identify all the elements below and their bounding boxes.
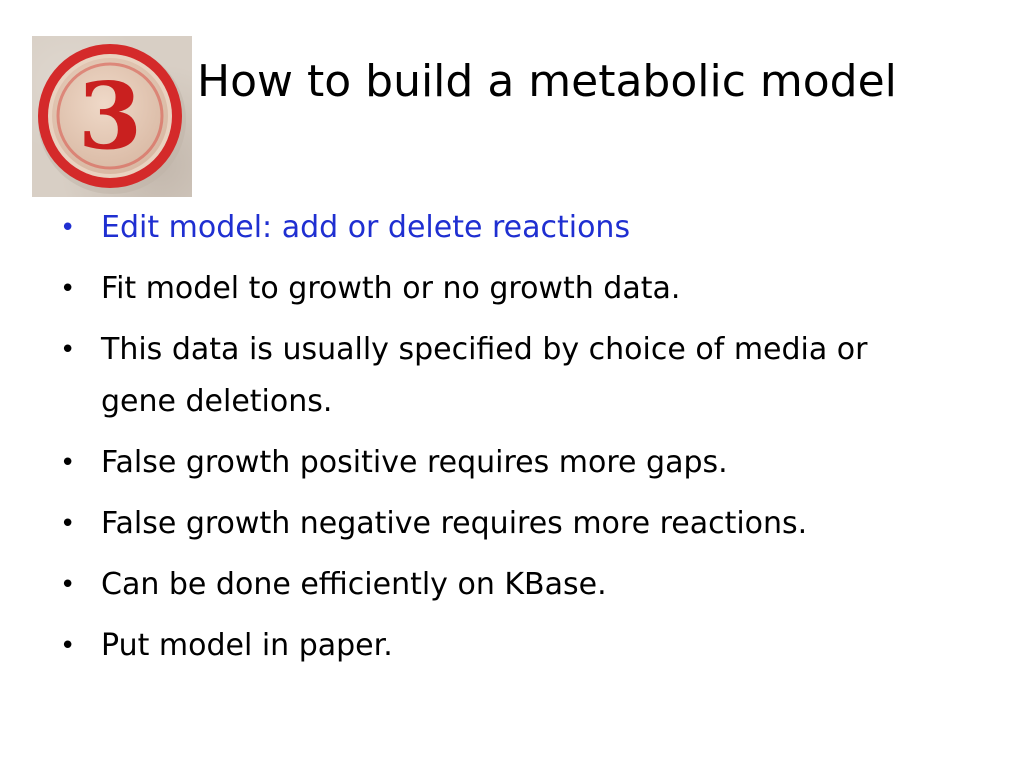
bullet-item bbox=[58, 498, 958, 550]
bullet-item bbox=[58, 620, 958, 672]
bullet-item bbox=[58, 437, 958, 489]
slide-title: How to build a metabolic model bbox=[197, 56, 897, 107]
bullet-dot: • bbox=[60, 509, 76, 539]
bullet-text-data-specified: This data is usually specified by choice of media or gene deletions. bbox=[101, 332, 868, 419]
bullet-item bbox=[58, 559, 958, 611]
bullet-text-edit-model: Edit model: add or delete reactions bbox=[101, 210, 631, 245]
badge-graphic bbox=[32, 36, 192, 197]
bullet-text-false-positive: False growth positive requires more gaps. bbox=[101, 445, 728, 480]
bullet-dot: • bbox=[60, 631, 76, 661]
bullet-item bbox=[58, 324, 958, 428]
bullet-text-put-model: Put model in paper. bbox=[101, 628, 393, 663]
number-three-badge-image bbox=[32, 36, 192, 197]
bullet-dot: • bbox=[60, 448, 76, 478]
bullet-dot: • bbox=[60, 335, 76, 365]
bullet-text-false-negative: False growth negative requires more reactions. bbox=[101, 506, 808, 541]
bullet-text-fit-model: Fit model to growth or no growth data. bbox=[101, 271, 681, 306]
bullet-text-kbase: Can be done efficiently on KBase. bbox=[101, 567, 607, 602]
bullet-dot: • bbox=[60, 570, 76, 600]
bullet-dot: • bbox=[60, 213, 76, 243]
badge-numeral: 3 bbox=[77, 62, 143, 170]
bullet-item bbox=[58, 263, 958, 315]
bullet-list bbox=[58, 202, 958, 681]
bullet-dot: • bbox=[60, 274, 76, 304]
bullet-item bbox=[58, 202, 958, 254]
